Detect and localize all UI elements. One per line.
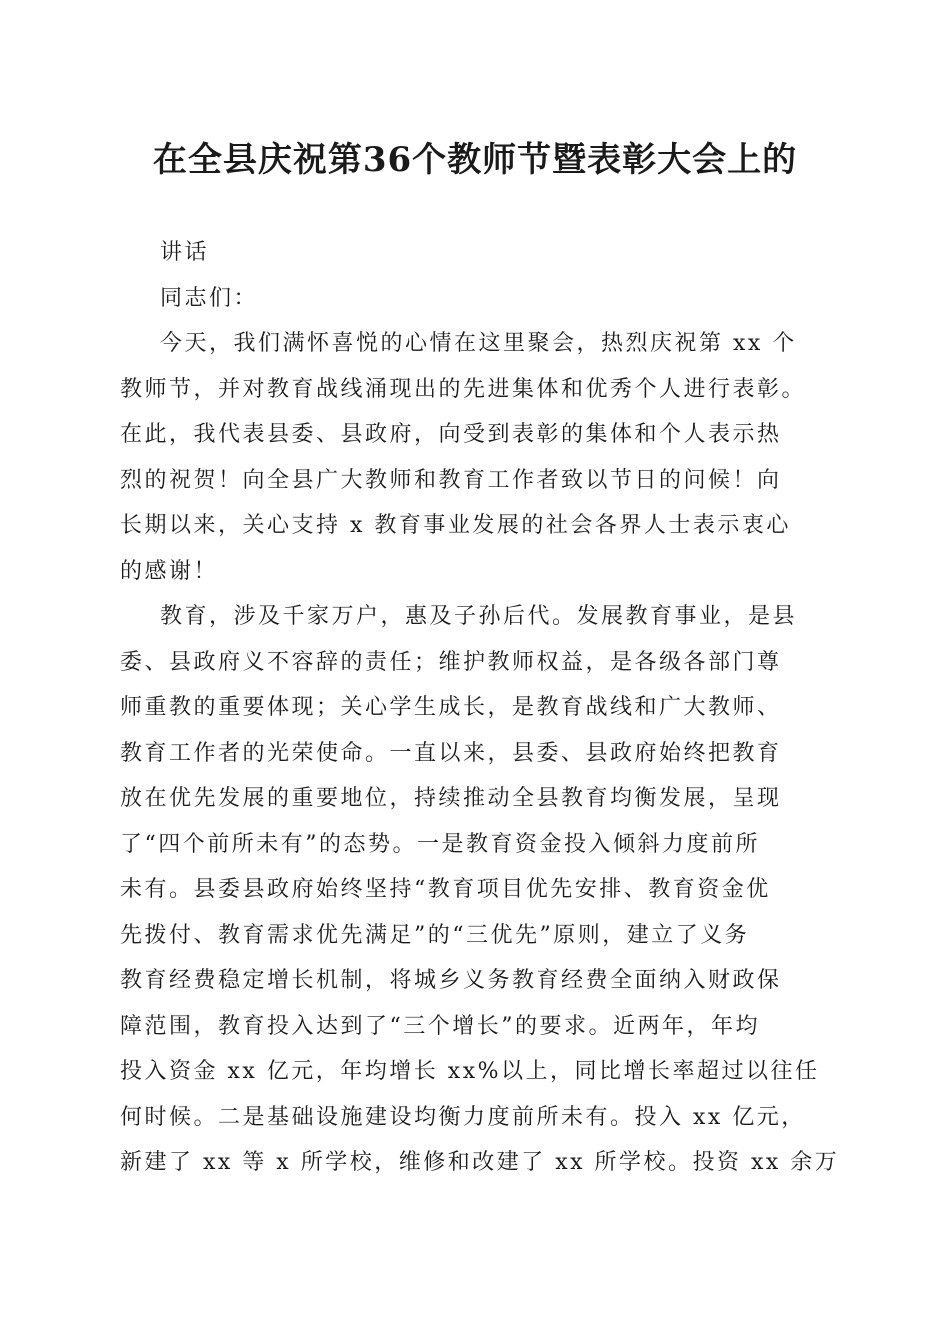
text-line: 障范围，教育投入达到了“三个增长”的要求。近两年，年均 [120,1013,760,1039]
text-line: 先拨付、教育需求优先满足”的“三优先”原则，建立了义务 [120,922,750,948]
text-line: 教育经费稳定增长机制，将城乡义务教育经费全面纳入财政保 [120,968,782,993]
text-line: 今天，我们满怀喜悦的心情在这里聚会，热烈庆祝第 xx 个 [160,331,797,356]
text-line: 烈的祝贺！向全县广大教师和教育工作者致以节日的问候！向 [120,467,782,493]
text-line: 委、县政府义不容辞的责任；维护教师权益，是各级各部门尊 [120,649,782,675]
text-line: 教师节，并对教育战线涌现出的先进集体和优秀个人进行表彰。 [120,376,807,402]
text-line: 教育，涉及千家万户，惠及子孙后代。发展教育事业，是县 [160,604,798,629]
text-line: 投入资金 xx 亿元，年均增长 xx%以上，同比增长率超过以往任 [120,1059,820,1084]
text-line: 讲话 [160,240,210,265]
text-line: 长期以来，关心支持 x 教育事业发展的社会各界人士表示衷心 [120,513,791,538]
document-body [120,230,840,1186]
text-line: 的感谢！ [120,558,219,584]
text-line: 新建了 xx 等 x 所学校，维修和改建了 xx 所学校。投资 xx 余万 [120,1150,840,1175]
text-line: 了“四个前所未有”的态势。一是教育资金投入倾斜力度前所 [120,831,760,857]
text-line: 放在优先发展的重要地位，持续推动全县教育均衡发展，呈现 [120,786,782,811]
text-line: 师重教的重要体现；关心学生成长，是教育战线和广大教师、 [120,695,782,720]
text-line: 在此，我代表县委、县政府，向受到表彰的集体和个人表示热 [120,422,782,447]
document-title: 在全县庆祝第36个教师节暨表彰大会上的 [152,140,798,180]
text-line: 教育工作者的光荣使命。一直以来，县委、县政府始终把教育 [120,740,782,766]
text-line: 何时候。二是基础设施建设均衡力度前所未有。投入 xx 亿元， [120,1104,806,1130]
text-line: 未有。县委县政府始终坚持“教育项目优先安排、教育资金优 [120,877,771,902]
text-line: 同志们： [160,285,259,311]
